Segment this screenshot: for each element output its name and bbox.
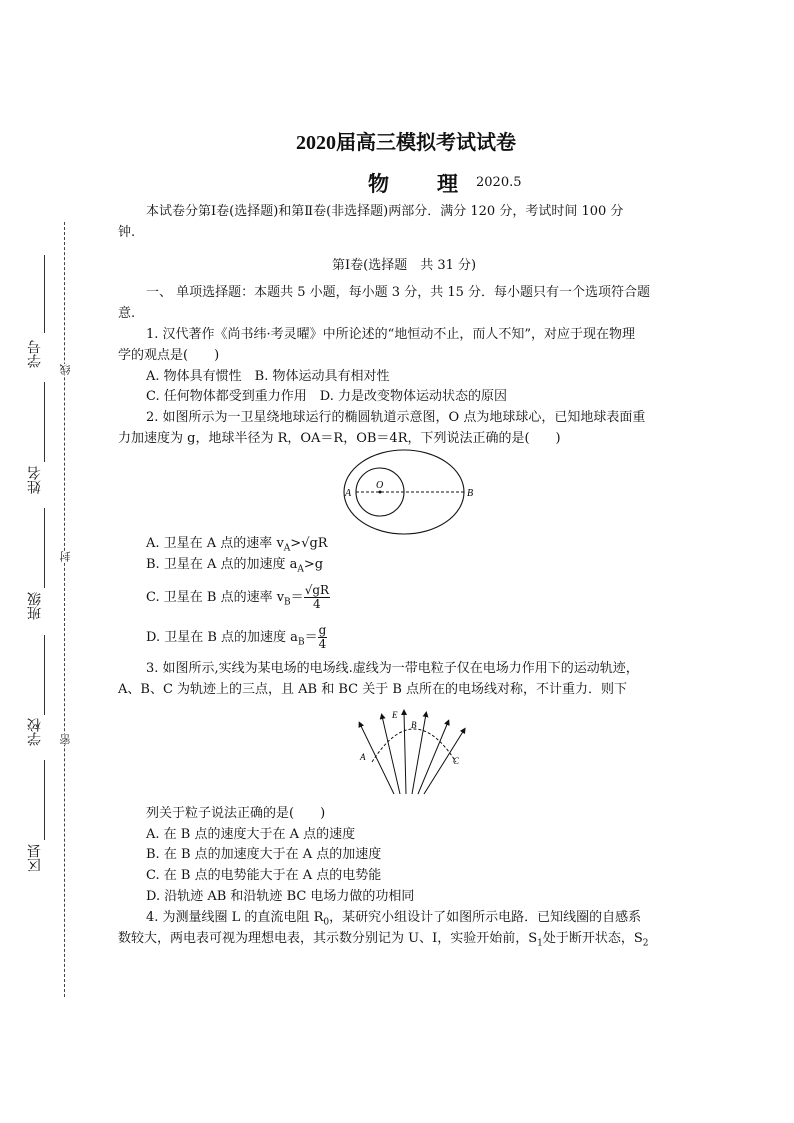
section-1-heading-line-1: 一、 单项选择题：本题共 5 小题，每小题 3 分，共 15 分．每小题只有一个选项符合题 [146,285,651,300]
q3-stem-line-1: 3. 如图所示,实线为某电场的电场线.虚线为一带电粒子仅在电场力作用下的运动轨迹， [146,661,639,676]
q1-stem-line-2: 学的观点是( ) [118,348,220,363]
q2-option-c: C. 卫星在 B 点的速率 $v_B=$ $\frac{√gR}{4}$ [146,583,330,611]
point-o-label: O [376,480,384,491]
q2-stem-line-2: 力加速度为 g，地球半径为 R，OA＝R，OB＝4R，下列说法正确的是( ) [118,431,561,446]
electric-field-diagram [352,704,472,798]
q4-stem-line-1: 4. 为测量线圈 L 的直流电阻 $R_0$，某研究小组设计了如图所示电路．已知线圈的自感系 [146,910,642,928]
field-line-3 [404,712,406,794]
class-underline [44,508,45,588]
exam-date: 2020.5 [476,175,522,190]
subject-title: 物 理 [368,171,460,196]
seal-line-mark: 线 [59,364,72,375]
student-id-label: 学号 [27,340,43,368]
q3-stem-line-2: A、B、C 为轨迹上的三点，且 AB 和 BC 关于 B 点所在的电场线对称，不计重力．则下 [118,682,628,697]
q2-option-c-fraction: $\frac{√gR}{4}$ [304,583,330,611]
q3-stem-line-3: 列关于粒子说法正确的是( ) [146,806,326,821]
q4-stem-line-2: 数较大，两电表可视为理想电表，其示数分别记为 U、I，实验开始前，$S_1$处于断开状态，$S_2$ [118,931,649,949]
orbit-diagram [340,448,490,538]
point-b-label: B [467,488,474,499]
q3-option-d: D. 沿轨迹 AB 和沿轨迹 BC 电场力做的功相同 [146,889,415,904]
seal-secret-mark: 密 [59,734,72,745]
district-label: 区县 [27,844,43,872]
intro-line-2: 钟. [118,225,136,240]
point-c-label: C [453,756,460,766]
q1-options-ab: A. 物体具有惯性 B. 物体运动具有相对性 [146,369,390,384]
q2-option-a: A. 卫星在 A 点的速率 $v_A>√gR$ [146,536,328,554]
q1-options-cd: C. 任何物体都受到重力作用 D. 力是改变物体运动状态的原因 [146,389,507,404]
field-label-e: E [392,710,398,720]
field-line-2 [382,716,400,794]
q3-option-b: B. 在 B 点的加速度大于在 A 点的加速度 [146,847,382,862]
student-id-underline [44,255,45,333]
point-a-label: A [345,488,352,499]
q3-option-c: C. 在 B 点的电势能大于在 A 点的电势能 [146,868,382,883]
point-b-label: B [411,720,417,730]
q3-option-a: A. 在 B 点的速度大于在 A 点的速度 [146,827,356,842]
q2-option-b: B. 卫星在 A 点的加速度 $a_A>g$ [146,557,324,575]
name-label: 姓名 [27,466,43,494]
q1-stem-line-1: 1. 汉代著作《尚书纬·考灵曜》中所论述的“地恒动不止，而人不知”，对应于现在物理 [146,327,635,342]
point-a-label: A [360,752,366,762]
name-underline [44,382,45,462]
section-1-title: 第Ⅰ卷(选择题 共 31 分) [332,258,477,273]
school-underline [44,635,45,715]
q2-option-d: D. 卫星在 B 点的加速度 $a_B=$ $\frac{g}{4}$ [146,623,327,651]
intro-line-1: 本试卷分第Ⅰ卷(选择题)和第Ⅱ卷(非选择题)两部分．满分 120 分，考试时间 100 分 [146,204,624,219]
class-label: 班级 [27,592,43,620]
exam-title: 2020届高三模拟考试试卷 [296,132,516,154]
school-label: 学校 [27,718,43,746]
binding-dashed-line [64,222,65,997]
district-underline [44,760,45,840]
seal-seal-mark: 封 [59,551,72,562]
q2-stem-line-1: 2. 如图所示为一卫星绕地球运行的椭圆轨道示意图，O 点为地球球心，已知地球表面重 [146,410,646,425]
q2-option-d-fraction: $\frac{g}{4}$ [318,623,327,651]
section-1-heading-line-2: 意. [118,306,136,321]
